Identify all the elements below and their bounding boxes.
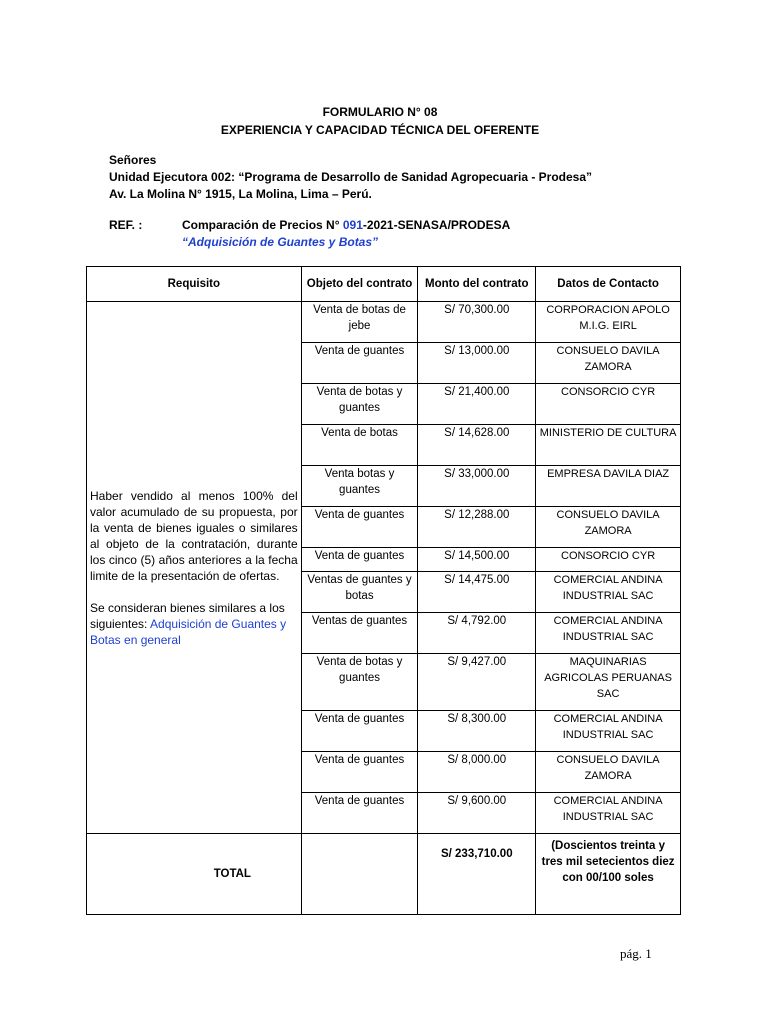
contract-amount: S/ 33,000.00: [418, 466, 536, 507]
similar-goods-text: [90, 600, 298, 648]
header-requisito: Requisito: [87, 267, 302, 302]
contract-amount: S/ 9,600.00: [418, 793, 536, 834]
contract-object: Venta de botas y guantes: [301, 654, 418, 711]
contract-contact: MAQUINARIAS AGRICOLAS PERUANAS SAC: [536, 654, 681, 711]
contract-amount: S/ 13,000.00: [418, 343, 536, 384]
contract-object: Venta de guantes: [301, 752, 418, 793]
header-objeto: Objeto del contrato: [301, 267, 418, 302]
contract-amount: S/ 8,000.00: [418, 752, 536, 793]
contract-object: Venta de guantes: [301, 548, 418, 572]
contract-contact: CONSUELO DAVILA ZAMORA: [536, 343, 681, 384]
salutation: Señores: [109, 153, 157, 167]
total-words: (Doscientos treinta y tres mil setecientos diez con 00/100 soles: [536, 834, 681, 915]
contract-object: Ventas de guantes: [301, 613, 418, 654]
ref-prefix: Comparación de Precios N°: [182, 218, 343, 232]
contract-amount: S/ 9,427.00: [418, 654, 536, 711]
contract-object: Venta de guantes: [301, 711, 418, 752]
ref-label: REF. :: [109, 218, 143, 232]
total-empty-cell: [301, 834, 418, 915]
contract-amount: S/ 12,288.00: [418, 507, 536, 548]
contract-contact: COMERCIAL ANDINA INDUSTRIAL SAC: [536, 572, 681, 613]
contract-contact: CONSUELO DAVILA ZAMORA: [536, 752, 681, 793]
table-body: [87, 302, 681, 834]
address-block: [109, 152, 592, 203]
contract-object: Venta de guantes: [301, 793, 418, 834]
contract-amount: S/ 21,400.00: [418, 384, 536, 425]
form-title: EXPERIENCIA Y CAPACIDAD TÉCNICA DEL OFERENTE: [220, 123, 540, 137]
table-row: [87, 302, 681, 343]
contract-amount: S/ 14,628.00: [418, 425, 536, 466]
contract-amount: S/ 4,792.00: [418, 613, 536, 654]
total-amount: S/ 233,710.00: [418, 834, 536, 915]
experience-table: [86, 266, 681, 915]
contract-amount: S/ 70,300.00: [418, 302, 536, 343]
contract-contact: EMPRESA DAVILA DIAZ: [536, 466, 681, 507]
entity-address: Av. La Molina N° 1915, La Molina, Lima – Perú.: [109, 187, 372, 201]
contract-contact: COMERCIAL ANDINA INDUSTRIAL SAC: [536, 613, 681, 654]
contract-amount: S/ 8,300.00: [418, 711, 536, 752]
contract-object: Venta de botas de jebe: [301, 302, 418, 343]
contract-amount: S/ 14,475.00: [418, 572, 536, 613]
requirement-cell: [87, 302, 302, 834]
contract-object: Venta de botas y guantes: [301, 384, 418, 425]
form-header: [0, 103, 768, 139]
contract-contact: CORPORACION APOLO M.I.G. EIRL: [536, 302, 681, 343]
total-label: TOTAL: [87, 834, 302, 915]
contract-contact: COMERCIAL ANDINA INDUSTRIAL SAC: [536, 793, 681, 834]
header-monto: Monto del contrato: [418, 267, 536, 302]
requirement-text: Haber vendido al menos 100% del valor acumulado de su propuesta, por la venta de bienes iguales o similares al objeto de la contratación, durante los cinco (5) años anteriores a la fecha limite de la presentación de ofertas.: [90, 488, 298, 583]
form-number: FORMULARIO N° 08: [322, 105, 438, 119]
ref-subject: “Adquisición de Guantes y Botas”: [182, 235, 379, 249]
contract-object: Venta botas y guantes: [301, 466, 418, 507]
contract-contact: CONSORCIO CYR: [536, 384, 681, 425]
total-row: [87, 834, 681, 915]
contract-contact: CONSORCIO CYR: [536, 548, 681, 572]
contract-object: Ventas de guantes y botas: [301, 572, 418, 613]
ref-suffix: -2021-SENASA/PRODESA: [362, 218, 511, 232]
contract-object: Venta de guantes: [301, 507, 418, 548]
header-contacto: Datos de Contacto: [536, 267, 681, 302]
contract-object: Venta de botas: [301, 425, 418, 466]
contract-amount: S/ 14,500.00: [418, 548, 536, 572]
similar-goods-prefix: Se consideran bienes similares a los siguientes:: [90, 600, 285, 631]
contract-contact: MINISTERIO DE CULTURA: [536, 425, 681, 466]
contract-object: Venta de guantes: [301, 343, 418, 384]
table-header-row: [87, 267, 681, 302]
page-number: pág. 1: [620, 946, 652, 961]
similar-goods-items: Adquisición de Guantes y Botas en general: [90, 616, 287, 647]
reference-block: [109, 217, 510, 251]
contract-contact: COMERCIAL ANDINA INDUSTRIAL SAC: [536, 711, 681, 752]
entity-name: Unidad Ejecutora 002: “Programa de Desarrollo de Sanidad Agropecuaria - Prodesa”: [109, 170, 593, 184]
ref-number: 091: [342, 218, 363, 232]
contract-contact: CONSUELO DAVILA ZAMORA: [536, 507, 681, 548]
